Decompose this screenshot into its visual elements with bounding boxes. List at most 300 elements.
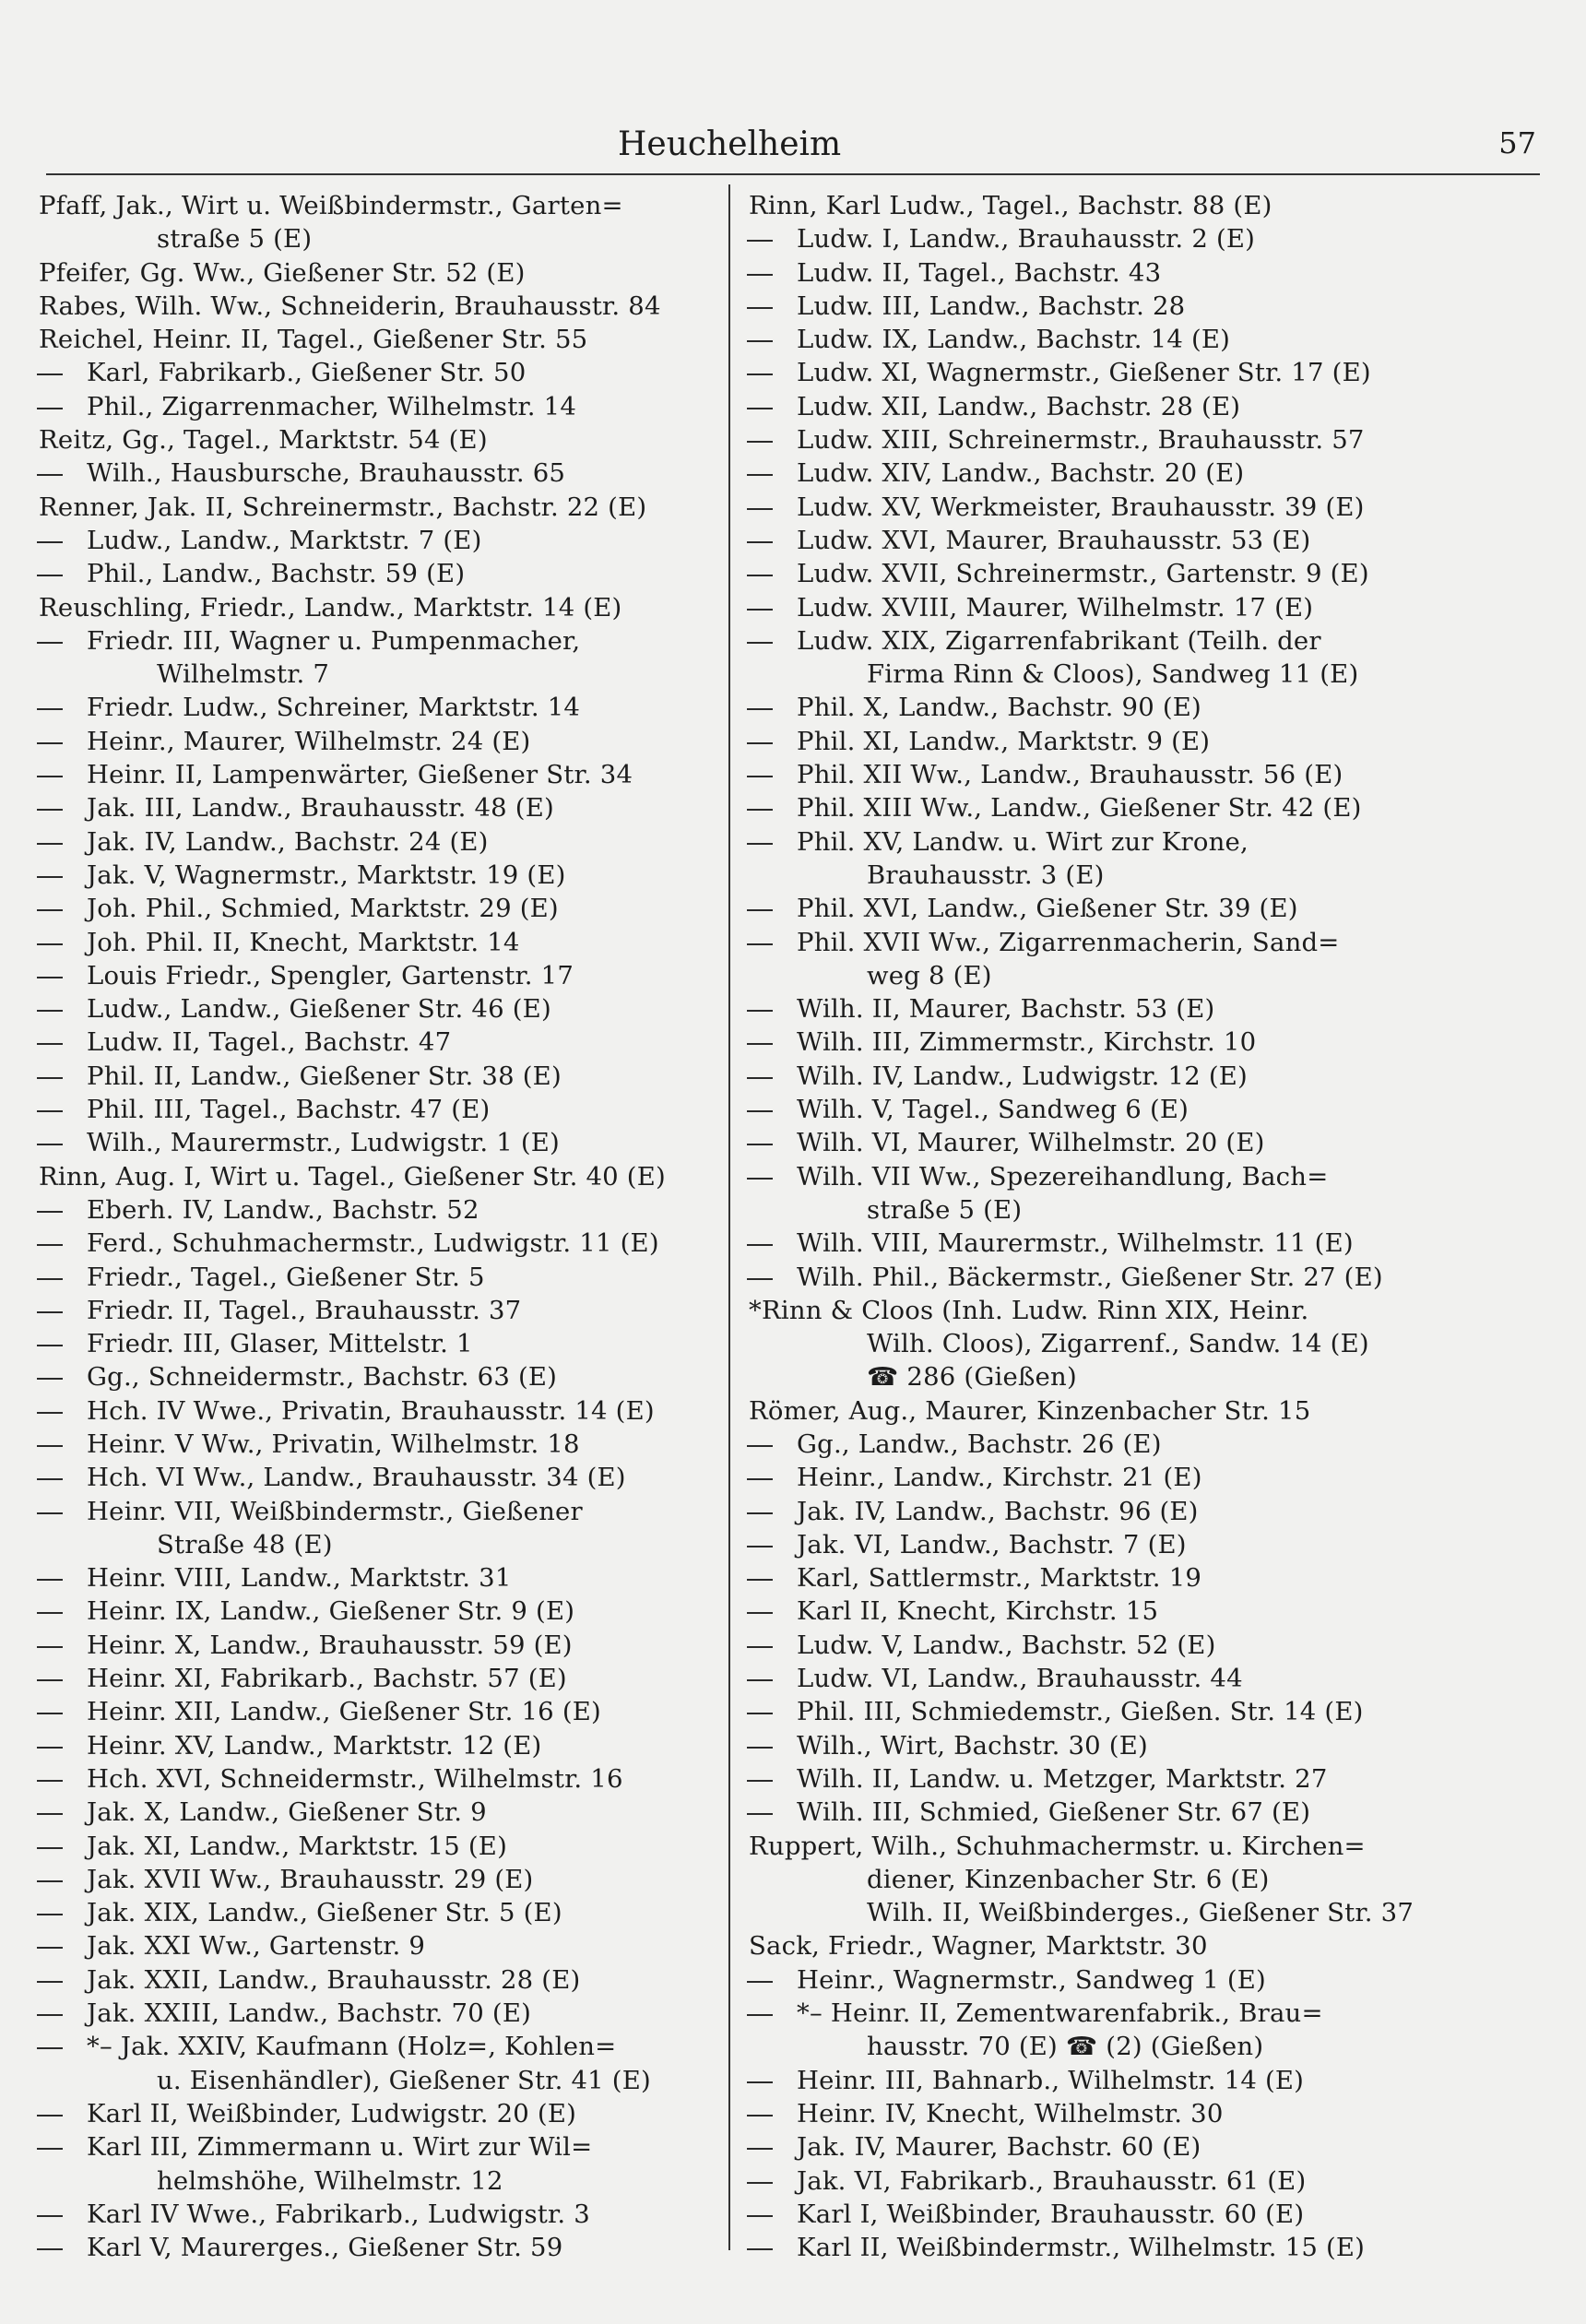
ditto-dash	[749, 1077, 773, 1079]
entry-text: Karl III, Zimmermann u. Wirt zur Wil=	[87, 2132, 593, 2163]
directory-entry-sub	[749, 356, 1426, 389]
directory-entry-continuation	[749, 2030, 1426, 2063]
directory-entry-sub	[749, 1595, 1426, 1628]
directory-entry-head	[749, 1830, 1426, 1863]
directory-entry-continuation	[749, 1360, 1426, 1393]
entry-text: Pfeifer, Gg. Ww., Gießener Str. 52 (E)	[39, 257, 526, 288]
directory-entry-sub	[749, 1461, 1426, 1494]
ditto-dash	[749, 1747, 773, 1749]
directory-entry-sub	[39, 1863, 716, 1896]
entry-text: Wilh. II, Maurer, Bachstr. 53 (E)	[797, 994, 1215, 1025]
ditto-dash	[749, 340, 773, 342]
directory-entry-sub	[39, 1729, 716, 1762]
ditto-dash	[749, 1780, 773, 1782]
ditto-dash	[749, 1981, 773, 1983]
ditto-dash	[749, 1445, 773, 1447]
directory-entry-sub	[39, 892, 716, 925]
directory-entry-sub	[749, 1428, 1426, 1461]
entry-text: Phil. XV, Landw. u. Wirt zur Krone,	[797, 826, 1249, 857]
entry-text: Joh. Phil. II, Knecht, Marktstr. 14	[87, 927, 520, 957]
ditto-dash	[39, 1478, 63, 1480]
ditto-dash	[39, 1914, 63, 1915]
entry-text: Ludw. XIII, Schreinermstr., Brauhausstr. 57	[797, 425, 1365, 456]
ditto-dash	[749, 1144, 773, 1145]
ditto-dash	[749, 1646, 773, 1648]
entry-text: Ludw. XIV, Landw., Bachstr. 20 (E)	[797, 458, 1245, 489]
entry-text: Jak. XXII, Landw., Brauhausstr. 28 (E)	[87, 1964, 581, 1995]
directory-entry-sub	[749, 2097, 1426, 2130]
entry-text: Wilh., Hausbursche, Brauhausstr. 65	[87, 458, 566, 489]
entry-text: Heinr. X, Landw., Brauhausstr. 59 (E)	[87, 1630, 573, 1660]
directory-entry-sub	[39, 691, 716, 724]
ditto-dash	[749, 2081, 773, 2083]
entry-text: Heinr., Landw., Kirchstr. 21 (E)	[797, 1463, 1202, 1493]
directory-entry-sub	[39, 959, 716, 992]
entry-text: Heinr. II, Lampenwärter, Gießener Str. 34	[87, 760, 633, 790]
entry-text: Renner, Jak. II, Schreinermstr., Bachstr. 22 (E)	[39, 492, 647, 522]
entry-text: Heinr., Maurer, Wilhelmstr. 24 (E)	[87, 726, 531, 756]
directory-entry-head	[39, 256, 716, 290]
directory-entry-sub	[749, 1729, 1426, 1762]
entry-text: Friedr. III, Glaser, Mittelstr. 1	[87, 1329, 473, 1359]
directory-entry-sub	[39, 1695, 716, 1728]
entry-text: Wilh., Wirt, Bachstr. 30 (E)	[797, 1730, 1148, 1761]
directory-entry-sub	[749, 791, 1426, 824]
directory-entry-sub	[749, 1963, 1426, 1997]
ditto-dash	[39, 1378, 63, 1380]
directory-entry-continuation	[39, 2164, 716, 2198]
directory-entry-sub	[749, 557, 1426, 590]
entry-text: Sack, Friedr., Wagner, Marktstr. 30	[749, 1931, 1208, 1962]
directory-entry-head	[39, 189, 716, 222]
ditto-dash	[749, 742, 773, 744]
entry-text: Jak. III, Landw., Brauhausstr. 48 (E)	[87, 793, 554, 824]
ditto-dash	[39, 2148, 63, 2150]
ditto-dash	[39, 708, 63, 710]
directory-entry-sub	[749, 1629, 1426, 1662]
entry-text: Joh. Phil., Schmied, Marktstr. 29 (E)	[87, 894, 559, 924]
directory-entry-head	[39, 491, 716, 524]
ditto-dash	[39, 2215, 63, 2217]
entry-text: Wilh. Phil., Bäckermstr., Gießener Str. 27 (E)	[797, 1262, 1383, 1292]
entry-text: Wilh. III, Schmied, Gießener Str. 67 (E)	[797, 1797, 1311, 1828]
ditto-dash	[749, 1178, 773, 1180]
entry-text: Karl, Sattlermstr., Marktstr. 19	[797, 1563, 1202, 1594]
directory-entry-continuation	[39, 222, 716, 255]
directory-entry-sub	[749, 222, 1426, 255]
ditto-dash	[39, 1043, 63, 1045]
entry-text: *– Heinr. II, Zementwarenfabrik., Brau=	[797, 1998, 1323, 2029]
entry-text: Heinr. III, Bahnarb., Wilhelmstr. 14 (E)	[797, 2065, 1305, 2095]
ditto-dash	[39, 1278, 63, 1280]
entry-text: helmshöhe, Wilhelmstr. 12	[157, 2165, 503, 2196]
entry-text: Ludw., Landw., Gießener Str. 46 (E)	[87, 994, 551, 1025]
entry-text: hausstr. 70 (E) ☎ (2) (Gießen)	[867, 2032, 1264, 2062]
directory-entry-sub	[39, 1963, 716, 1997]
entry-text: Reitz, Gg., Tagel., Marktstr. 54 (E)	[39, 425, 488, 456]
ditto-dash	[749, 2115, 773, 2116]
directory-entry-sub	[39, 2198, 716, 2231]
directory-entry-sub	[749, 992, 1426, 1026]
entry-text: Ludw. III, Landw., Bachstr. 28	[797, 290, 1186, 321]
entry-text: weg 8 (E)	[867, 960, 992, 990]
ditto-dash	[39, 742, 63, 744]
directory-entry-sub	[749, 2130, 1426, 2164]
entry-text: Heinr. V Ww., Privatin, Wilhelmstr. 18	[87, 1429, 580, 1459]
ditto-dash	[39, 1981, 63, 1983]
directory-entry-continuation	[749, 658, 1426, 691]
directory-entry-sub	[39, 859, 716, 892]
entry-text: Ludw. VI, Landw., Brauhausstr. 44	[797, 1664, 1243, 1694]
ditto-dash	[39, 1412, 63, 1414]
directory-entry-sub	[39, 992, 716, 1026]
entry-text: Heinr. XI, Fabrikarb., Bachstr. 57 (E)	[87, 1664, 567, 1694]
directory-entry-sub	[749, 1561, 1426, 1595]
ditto-dash	[749, 1478, 773, 1480]
directory-entry-sub	[39, 2231, 716, 2264]
header-rule	[46, 173, 1540, 175]
directory-entry-sub	[39, 1126, 716, 1159]
ditto-dash	[749, 1043, 773, 1045]
directory-entry-sub	[39, 1394, 716, 1428]
entry-text: Phil. III, Schmiedemstr., Gießen. Str. 14 (E)	[797, 1697, 1364, 1727]
directory-entry-sub	[749, 2198, 1426, 2231]
directory-entry-sub	[749, 1796, 1426, 1829]
directory-entry-sub	[39, 1026, 716, 1059]
ditto-dash	[749, 708, 773, 710]
ditto-dash	[749, 609, 773, 611]
directory-entry-sub	[749, 2231, 1426, 2264]
entry-text: Karl V, Maurerges., Gießener Str. 59	[87, 2233, 563, 2263]
directory-entry-sub	[749, 323, 1426, 356]
ditto-dash	[39, 1010, 63, 1012]
directory-entry-head	[749, 1929, 1426, 1962]
entry-text: Ludw. XI, Wagnermstr., Gießener Str. 17 (E)	[797, 358, 1371, 388]
entry-text: Ludw. XVI, Maurer, Brauhausstr. 53 (E)	[797, 525, 1311, 555]
entry-text: Jak. XXI Ww., Gartenstr. 9	[87, 1931, 426, 1962]
directory-entry-sub	[749, 1528, 1426, 1561]
entry-text: Wilh., Maurermstr., Ludwigstr. 1 (E)	[87, 1128, 560, 1158]
entry-text: Louis Friedr., Spengler, Gartenstr. 17	[87, 960, 574, 990]
entry-text: Phil. II, Landw., Gießener Str. 38 (E)	[87, 1061, 562, 1091]
entry-text: Heinr. VIII, Landw., Marktstr. 31	[87, 1563, 512, 1594]
entry-text: Heinr. XV, Landw., Marktstr. 12 (E)	[87, 1730, 542, 1761]
entry-text: Wilh. IV, Landw., Ludwigstr. 12 (E)	[797, 1061, 1248, 1091]
ditto-dash	[749, 408, 773, 409]
ditto-dash	[749, 1110, 773, 1112]
page-header	[37, 118, 1549, 173]
directory-entry-sub	[39, 1929, 716, 1962]
directory-entry-sub	[39, 1762, 716, 1796]
entry-text: Hch. XVI, Schneidermstr., Wilhelmstr. 16	[87, 1763, 623, 1794]
ditto-dash	[39, 1713, 63, 1714]
directory-entry-sub	[39, 1896, 716, 1929]
ditto-dash	[39, 642, 63, 644]
entry-text: Wilh. II, Landw. u. Metzger, Marktstr. 27	[797, 1763, 1328, 1794]
directory-entry-continuation	[39, 2064, 716, 2097]
directory-entry-sub	[39, 825, 716, 859]
entry-text: u. Eisenhändler), Gießener Str. 41 (E)	[157, 2065, 651, 2095]
ditto-dash	[749, 943, 773, 945]
ditto-dash	[39, 1847, 63, 1849]
ditto-dash	[39, 541, 63, 543]
directory-entry-sub	[749, 1495, 1426, 1528]
entry-text: straße 5 (E)	[157, 224, 313, 255]
entry-text: Jak. VI, Landw., Bachstr. 7 (E)	[797, 1529, 1187, 1559]
directory-entry-sub	[749, 825, 1426, 859]
directory-entry-sub	[39, 1997, 716, 2030]
directory-entry-sub	[749, 624, 1426, 658]
ditto-dash	[39, 1780, 63, 1782]
directory-entry-continuation	[749, 1896, 1426, 1929]
directory-entry-sub	[749, 2064, 1426, 2097]
entry-text: Heinr. VII, Weißbindermstr., Gießener	[87, 1496, 583, 1526]
entry-text: Karl I, Weißbinder, Brauhausstr. 60 (E)	[797, 2199, 1305, 2229]
entry-text: Wilh. II, Weißbinderges., Gießener Str. 37	[867, 1898, 1414, 1928]
page-number: 57	[1498, 125, 1536, 160]
ditto-dash	[749, 843, 773, 845]
ditto-dash	[39, 909, 63, 911]
entry-text: Phil. XIII Ww., Landw., Gießener Str. 42 (E)	[797, 793, 1362, 824]
directory-entry-sub	[39, 1796, 716, 1829]
directory-entry-continuation	[749, 1863, 1426, 1896]
directory-entry-sub	[39, 557, 716, 590]
ditto-dash	[39, 474, 63, 476]
directory-entry-sub	[39, 1261, 716, 1294]
ditto-dash	[39, 1512, 63, 1514]
directory-entry-sub	[749, 758, 1426, 791]
running-title: Heuchelheim	[618, 125, 842, 163]
ditto-dash	[39, 1880, 63, 1882]
ditto-dash	[749, 274, 773, 276]
entry-text: Brauhausstr. 3 (E)	[867, 860, 1105, 890]
directory-entry-sub	[39, 1227, 716, 1260]
directory-entry-sub	[39, 356, 716, 389]
directory-entry-continuation	[749, 859, 1426, 892]
right-column	[749, 189, 1426, 2264]
ditto-dash	[749, 2014, 773, 2016]
entry-text: Friedr. III, Wagner u. Pumpenmacher,	[87, 625, 581, 656]
entry-text: Karl IV Wwe., Fabrikarb., Ludwigstr. 3	[87, 2199, 590, 2229]
directory-entry-sub	[749, 1261, 1426, 1294]
entry-text: Rinn, Aug. I, Wirt u. Tagel., Gießener Str. 40 (E)	[39, 1161, 666, 1192]
entry-text: Rabes, Wilh. Ww., Schneiderin, Brauhausstr. 84	[39, 290, 661, 321]
ditto-dash	[749, 2148, 773, 2150]
ditto-dash	[749, 1546, 773, 1547]
ditto-dash	[39, 943, 63, 945]
directory-entry-head	[39, 323, 716, 356]
ditto-dash	[39, 1110, 63, 1112]
ditto-dash	[39, 2115, 63, 2116]
entry-text: Phil., Landw., Bachstr. 59 (E)	[87, 559, 466, 589]
entry-text: Phil. X, Landw., Bachstr. 90 (E)	[797, 693, 1201, 723]
directory-entry-sub	[39, 1461, 716, 1494]
ditto-dash	[39, 2047, 63, 2049]
directory-entry-sub	[749, 725, 1426, 758]
directory-entry-sub	[749, 1227, 1426, 1260]
entry-text: Jak. V, Wagnermstr., Marktstr. 19 (E)	[87, 860, 566, 890]
ditto-dash	[749, 1010, 773, 1012]
directory-entry-continuation	[749, 1193, 1426, 1227]
ditto-dash	[39, 1077, 63, 1079]
entry-text: Ludw. V, Landw., Bachstr. 52 (E)	[797, 1630, 1216, 1660]
directory-entry-continuation	[39, 1528, 716, 1561]
entry-text: Phil. XVII Ww., Zigarrenmacherin, Sand=	[797, 927, 1340, 957]
entry-text: Karl II, Weißbinder, Ludwigstr. 20 (E)	[87, 2098, 577, 2128]
directory-entry-sub	[39, 1561, 716, 1595]
entry-text: Jak. XIX, Landw., Gießener Str. 5 (E)	[87, 1898, 562, 1928]
ditto-dash	[39, 776, 63, 777]
entry-text: ☎ 286 (Gießen)	[867, 1362, 1077, 1393]
entry-text: Ludw. IX, Landw., Bachstr. 14 (E)	[797, 325, 1231, 355]
ditto-dash	[39, 1679, 63, 1681]
directory-entry-sub	[39, 1327, 716, 1360]
directory-entry-sub	[39, 2130, 716, 2164]
entry-text: Heinr. XII, Landw., Gießener Str. 16 (E)	[87, 1697, 601, 1727]
ditto-dash	[39, 1211, 63, 1213]
directory-entry-sub	[39, 1294, 716, 1327]
ditto-dash	[39, 374, 63, 375]
directory-entry-sub	[39, 725, 716, 758]
entry-text: Pfaff, Jak., Wirt u. Weißbindermstr., Garten=	[39, 191, 623, 220]
entry-text: Hch. VI Ww., Landw., Brauhausstr. 34 (E)	[87, 1463, 626, 1493]
directory-entry-sub	[39, 1662, 716, 1695]
entry-text: Ludw. XII, Landw., Bachstr. 28 (E)	[797, 391, 1241, 421]
entry-text: Wilh. III, Zimmermstr., Kirchstr. 10	[797, 1027, 1257, 1058]
entry-text: Ruppert, Wilh., Schuhmachermstr. u. Kirchen=	[749, 1831, 1366, 1861]
entry-text: Ludw., Landw., Marktstr. 7 (E)	[87, 525, 482, 555]
ditto-dash	[39, 575, 63, 576]
ditto-dash	[749, 1713, 773, 1714]
entry-text: Karl, Fabrikarb., Gießener Str. 50	[87, 358, 527, 388]
entry-text: Jak. VI, Fabrikarb., Brauhausstr. 61 (E)	[797, 2165, 1307, 2196]
directory-entry-sub	[39, 1595, 716, 1628]
entry-text: Ludw. XVIII, Maurer, Wilhelmstr. 17 (E)	[797, 592, 1314, 622]
entry-text: Römer, Aug., Maurer, Kinzenbacher Str. 15	[749, 1395, 1311, 1426]
directory-entry-sub	[749, 1662, 1426, 1695]
directory-entry-sub	[749, 1093, 1426, 1126]
ditto-dash	[39, 1947, 63, 1949]
entry-text: Reuschling, Friedr., Landw., Marktstr. 14 (E)	[39, 592, 622, 622]
ditto-dash	[39, 876, 63, 878]
ditto-dash	[749, 2248, 773, 2250]
entry-text: Jak. IV, Maurer, Bachstr. 60 (E)	[797, 2132, 1201, 2163]
directory-entry-sub	[749, 591, 1426, 624]
directory-entry-sub	[39, 524, 716, 557]
entry-text: Hch. IV Wwe., Privatin, Brauhausstr. 14 (E)	[87, 1395, 655, 1426]
directory-entry-sub	[39, 2030, 716, 2063]
entry-text: Ludw. I, Landw., Brauhausstr. 2 (E)	[797, 224, 1256, 255]
entry-text: Phil., Zigarrenmacher, Wilhelmstr. 14	[87, 391, 577, 421]
directory-entry-sub	[749, 1126, 1426, 1159]
ditto-dash	[39, 2248, 63, 2250]
entry-text: Wilh. VII Ww., Spezereihandlung, Bach=	[797, 1161, 1329, 1192]
directory-entry-sub	[39, 1093, 716, 1126]
entry-text: Heinr., Wagnermstr., Sandweg 1 (E)	[797, 1964, 1266, 1995]
entry-text: Ludw. XIX, Zigarrenfabrikant (Teilh. der	[797, 625, 1321, 656]
directory-entry-sub	[749, 926, 1426, 959]
directory-entry-sub	[39, 390, 716, 423]
ditto-dash	[749, 776, 773, 777]
entry-text: Jak. IV, Landw., Bachstr. 24 (E)	[87, 826, 489, 857]
entry-text: Jak. XI, Landw., Marktstr. 15 (E)	[87, 1831, 508, 1861]
entry-text: Heinr. IX, Landw., Gießener Str. 9 (E)	[87, 1596, 575, 1627]
directory-entry-sub	[749, 892, 1426, 925]
ditto-dash	[39, 408, 63, 409]
ditto-dash	[39, 1445, 63, 1447]
ditto-dash	[749, 1244, 773, 1246]
ditto-dash	[749, 1813, 773, 1815]
entry-text: Straße 48 (E)	[157, 1529, 333, 1559]
ditto-dash	[749, 642, 773, 644]
entry-text: Rinn, Karl Ludw., Tagel., Bachstr. 88 (E)	[749, 191, 1272, 220]
directory-entry-head	[749, 189, 1426, 222]
entry-text: Karl II, Weißbindermstr., Wilhelmstr. 15 (E)	[797, 2233, 1366, 2263]
ditto-dash	[749, 508, 773, 510]
left-column	[39, 189, 716, 2264]
directory-entry-sub	[39, 758, 716, 791]
ditto-dash	[749, 1278, 773, 1280]
entry-text: Wilhelmstr. 7	[157, 659, 330, 690]
ditto-dash	[749, 2215, 773, 2217]
directory-entry-continuation	[749, 959, 1426, 992]
entry-text: Ferd., Schuhmachermstr., Ludwigstr. 11 (E)	[87, 1228, 659, 1259]
ditto-dash	[39, 2014, 63, 2016]
ditto-dash	[749, 909, 773, 911]
entry-text: *Rinn & Cloos (Inh. Ludw. Rinn XIX, Heinr.	[749, 1295, 1309, 1325]
entry-text: Jak. XXIII, Landw., Bachstr. 70 (E)	[87, 1998, 532, 2029]
directory-entry-sub	[39, 1629, 716, 1662]
ditto-dash	[749, 1579, 773, 1581]
entry-text: Jak. X, Landw., Gießener Str. 9	[87, 1797, 487, 1828]
ditto-dash	[39, 1612, 63, 1614]
directory-entry-continuation	[749, 1327, 1426, 1360]
directory-entry-sub	[749, 524, 1426, 557]
entry-text: Ludw. XVII, Schreinermstr., Gartenstr. 9 (E)	[797, 559, 1369, 589]
entry-text: Firma Rinn & Cloos), Sandweg 11 (E)	[867, 659, 1359, 690]
ditto-dash	[749, 240, 773, 242]
directory-entry-head	[39, 290, 716, 323]
ditto-dash	[749, 474, 773, 476]
directory-entry-sub	[749, 390, 1426, 423]
entry-text: Friedr. II, Tagel., Brauhausstr. 37	[87, 1295, 522, 1325]
directory-entry-sub	[749, 290, 1426, 323]
entry-text: Friedr., Tagel., Gießener Str. 5	[87, 1262, 485, 1292]
entry-text: Phil. XII Ww., Landw., Brauhausstr. 56 (E)	[797, 760, 1343, 790]
directory-entry-sub	[749, 423, 1426, 456]
ditto-dash	[749, 1679, 773, 1681]
directory-entry-head	[39, 423, 716, 456]
directory-entry-head	[749, 1394, 1426, 1428]
ditto-dash	[749, 1612, 773, 1614]
entry-text: Wilh. VIII, Maurermstr., Wilhelmstr. 11 (E)	[797, 1228, 1354, 1259]
entry-text: diener, Kinzenbacher Str. 6 (E)	[867, 1864, 1270, 1894]
entry-text: Phil. XVI, Landw., Gießener Str. 39 (E)	[797, 894, 1298, 924]
directory-entry-sub	[749, 1762, 1426, 1796]
directory-entry-sub	[749, 691, 1426, 724]
directory-entry-sub	[39, 926, 716, 959]
directory-entry-sub	[749, 1997, 1426, 2030]
entry-text: Wilh. V, Tagel., Sandweg 6 (E)	[797, 1095, 1190, 1125]
directory-entry-sub	[39, 1193, 716, 1227]
entry-text: Friedr. Ludw., Schreiner, Marktstr. 14	[87, 693, 581, 723]
directory-entry-sub	[749, 1026, 1426, 1059]
ditto-dash	[39, 1747, 63, 1749]
ditto-dash	[39, 1345, 63, 1346]
ditto-dash	[39, 1813, 63, 1815]
entry-text: Heinr. IV, Knecht, Wilhelmstr. 30	[797, 2098, 1224, 2128]
directory-entry-head	[39, 591, 716, 624]
